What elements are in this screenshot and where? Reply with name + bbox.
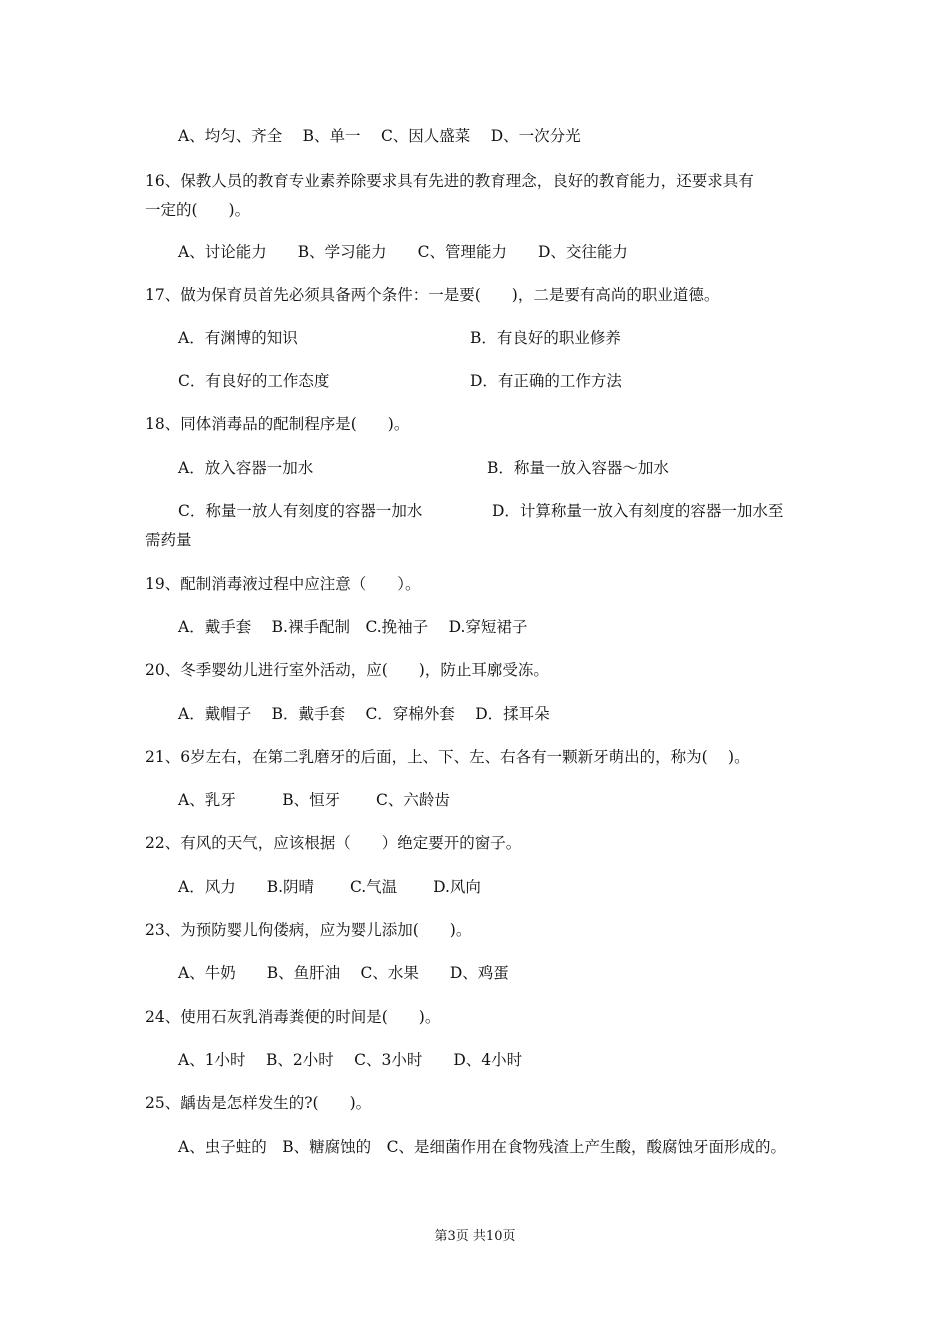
q17-option-c: C．有良好的工作态度 (178, 372, 330, 390)
page-number-footer: 第3页 共10页 (434, 1229, 516, 1244)
q17-option-b: B．有良好的职业修养 (470, 329, 621, 347)
q18-option-d-continued: 需药量 (145, 531, 192, 549)
q18-option-a: A．放入容器一加水 (178, 459, 314, 477)
q24-options: A、1小时 B、2小时 C、3小时 D、4小时 (178, 1051, 523, 1069)
q18-option-c: C．称量一放人有刻度的容器一加水 (178, 502, 423, 520)
q23-stem: 23、为预防婴儿佝偻病，应为婴儿添加( )。 (145, 921, 472, 939)
q23-options: A、牛奶 B、鱼肝油 C、水果 D、鸡蛋 (178, 964, 509, 982)
q24-stem: 24、使用石灰乳消毒粪便的时间是( )。 (145, 1008, 441, 1026)
q16-stem-continued: 一定的( )。 (145, 201, 251, 219)
q17-option-d: D．有正确的工作方法 (470, 372, 622, 390)
q22-options: A．风力 B.阴晴 C.气温 D.风向 (178, 878, 481, 896)
q25-stem: 25、龋齿是怎样发生的?( )。 (145, 1094, 372, 1112)
q25-options: A、虫子蛀的 B、糖腐蚀的 C、是细菌作用在食物残渣上产生酸，酸腐蚀牙面形成的。 (178, 1138, 786, 1156)
q20-options: A．戴帽子 B．戴手套 C．穿棉外套 D．揉耳朵 (178, 705, 550, 723)
q17-stem: 17、做为保育员首先必须具备两个条件：一是要( )，二是要有高尚的职业道德。 (145, 286, 720, 304)
q16-options: A、讨论能力 B、学习能力 C、管理能力 D、交往能力 (178, 243, 628, 261)
q16-stem: 16、保教人员的教育专业素养除要求具有先进的教育理念，良好的教育能力，还要求具有 (145, 172, 754, 190)
q18-option-d: D．计算称量一放入有刻度的容器一加水至 (492, 502, 784, 520)
q19-options: A．戴手套 B.裸手配制 C.挽袖子 D.穿短裙子 (178, 618, 528, 636)
q17-option-a: A．有渊博的知识 (178, 329, 298, 347)
q21-stem: 21、6岁左右，在第二乳磨牙的后面，上、下、左、右各有一颗新牙萌出的，称为( )。 (145, 748, 750, 766)
q18-option-b: B．称量一放入容器～加水 (487, 459, 669, 477)
q18-stem: 18、同体消毒品的配制程序是( )。 (145, 415, 410, 433)
q21-options: A、乳牙 B、恒牙 C、六龄齿 (178, 791, 450, 809)
q15-options: A、均匀、齐全 B、单一 C、因人盛菜 D、一次分光 (178, 127, 581, 145)
q22-stem: 22、有风的天气，应该根据（ ）绝定要开的窗子。 (145, 834, 522, 852)
q20-stem: 20、冬季婴幼儿进行室外活动，应( )，防止耳廓受冻。 (145, 661, 549, 679)
q19-stem: 19、配制消毒液过程中应注意（ ）。 (145, 575, 421, 593)
